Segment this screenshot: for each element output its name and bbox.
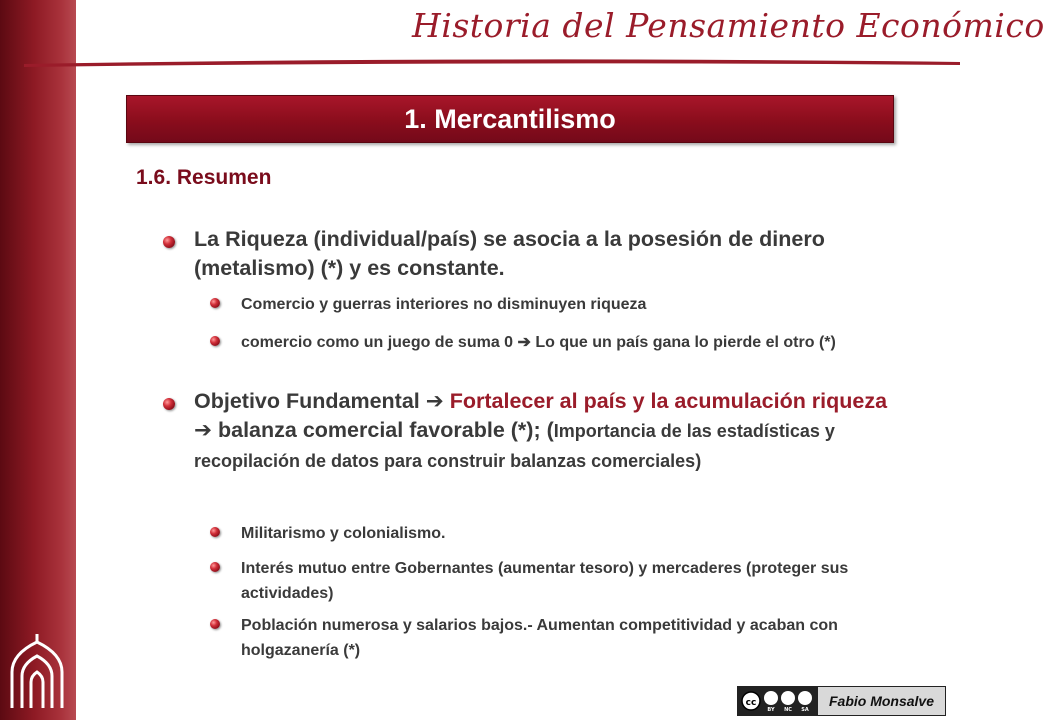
bullet-mid-text: balanza comercial favorable (*); ( <box>212 418 554 442</box>
bullet-icon <box>210 527 220 537</box>
bullet-icon <box>210 562 220 572</box>
sub-bullet-text: comercio como un juego de suma 0 ➔ Lo que un país gana lo pierde el otro (*) <box>241 334 836 351</box>
bullet-text <box>194 387 894 476</box>
sub-bullet-text: Población numerosa y salarios bajos.- Aumentan competitividad y acaban con holgazanería (*) <box>241 617 838 659</box>
left-sidebar-band <box>0 0 76 720</box>
highlighted-text: Fortalecer al país y la acumulación riqueza <box>443 389 888 413</box>
presentation-title: Historia del Pensamiento Económico <box>412 6 1045 45</box>
bullet-lead-text: Objetivo Fundamental <box>194 389 426 413</box>
bullet-icon <box>163 398 175 410</box>
creative-commons-icon <box>738 687 818 715</box>
license-mark: BY <box>767 707 775 713</box>
bullet-text: La Riqueza (individual/país) se asocia a la posesión de dinero (metalismo) (*) y es constante. <box>194 227 825 280</box>
section-subtitle: 1.6. Resumen <box>136 166 272 189</box>
university-logo-icon <box>6 632 68 710</box>
arrow-icon: ➔ <box>425 389 444 414</box>
license-mark: SA <box>801 707 809 713</box>
header-divider <box>24 58 960 68</box>
section-title-banner: 1. Mercantilismo <box>126 95 894 143</box>
bullet-note-text: Importancia de las estadísticas y recopilación de datos para construir balanzas comerciales <box>194 421 835 471</box>
license-mark: NC <box>784 707 792 713</box>
license-badge <box>737 686 946 716</box>
bullet-icon <box>210 298 220 308</box>
sub-bullet-text: Interés mutuo entre Gobernantes (aumentar tesoro) y mercaderes (proteger sus actividades) <box>241 560 849 602</box>
arrow-icon: ➔ <box>194 418 213 443</box>
bullet-icon <box>210 336 220 346</box>
svg-text:cc: cc <box>745 698 757 708</box>
bullet-icon <box>163 236 175 248</box>
author-name: Fabio Monsalve <box>818 687 945 715</box>
cc-symbols-icon <box>741 689 815 713</box>
sub-bullet-text: Comercio y guerras interiores no disminuyen riqueza <box>241 296 647 313</box>
bullet-icon <box>210 619 220 629</box>
sub-bullet-text: Militarismo y colonialismo. <box>241 525 446 542</box>
bullet-end-text: ) <box>695 451 702 471</box>
